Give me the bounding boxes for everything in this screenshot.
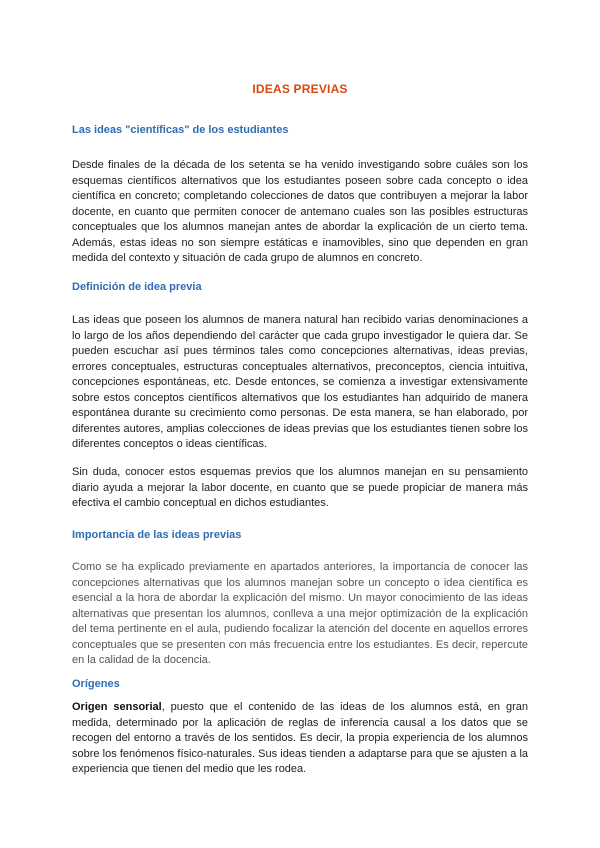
section-heading-importancia: Importancia de las ideas previas: [72, 529, 242, 541]
page-title: IDEAS PREVIAS: [252, 82, 348, 96]
origen-sensorial-text: , puesto que el contenido de las ideas de los alumnos está, en gran medida, determinado por la aplicación de reglas de inferencia causal a los datos que se recogen del entorno a través de los sentidos. Es decir, la propia experiencia de los alumnos sobre los fenómenos físico-naturales. Sus ideas tienden a adaptarse para que se ajusten a la experiencia que tienen del medio que les rodea.: [72, 701, 528, 775]
section-heading-ideas-cientificas: Las ideas "científicas" de los estudiantes: [72, 124, 289, 136]
section-heading-definicion: Definición de idea previa: [72, 281, 202, 293]
paragraph-origenes: [72, 700, 528, 778]
paragraph-definicion-1: Las ideas que poseen los alumnos de manera natural han recibido varias denominaciones a lo largo de los años dependiendo del carácter que cada grupo investigador le quiera dar. Se pueden escuchar así pues términos tales como concepciones alternativas, ideas previas, errores conceptuales, estructuras conceptuales alternativos, preconceptos, ciencia intuitiva, concepciones espontáneas, etc. Desde entonces, se comienza a investigar extensivamente sobre estos conceptos científicos alternativos que los estudiantes han adquirido de manera espontánea durante su crecimiento como personas. De esta manera, se han elaborado, por diferentes autores, amplias colecciones de ideas previas que los estudiantes tienen sobre los diferentes conceptos o ideas científicas.: [72, 314, 528, 450]
paragraph-ideas-cientificas: Desde finales de la década de los setenta se ha venido investigando sobre cuáles son los esquemas científicos alternativos que los estudiantes poseen sobre cada concepto o idea científica en concreto; completando colecciones de datos que contribuyen a mejorar la labor docente, en cuanto que permiten conocer de antemano cuales son las posibles estructuras conceptuales que los alumnos manejan antes de abordar la explicación de un cierto tema. Además, estas ideas no son siempre estáticas e inamovibles, sino que dependen en gran medida del contexto y situación de cada grupo de alumnos en concreto.: [72, 159, 528, 264]
origen-sensorial-term: Origen sensorial: [72, 701, 162, 713]
paragraph-importancia: Como se ha explicado previamente en apartados anteriores, la importancia de conocer las concepciones alternativas que los alumnos manejan sobre un concepto o idea científica es esencial a la hora de abordar la explicación del mismo. Un mayor conocimiento de las ideas alternativas que presentan los alumnos, conlleva a una mejor optimización de la explicación del tema pertinente en el aula, pudiendo focalizar la atención del docente en aquellos errores conceptuales que se presenten con más frecuencia entre los estudiantes. Es decir, repercute en la calidad de la docencia.: [72, 561, 528, 666]
paragraph-definicion-2: Sin duda, conocer estos esquemas previos que los alumnos manejan en su pensamiento diario ayuda a mejorar la labor docente, en cuanto que se puede propiciar de manera más efectiva el cambio conceptual en dichos estudiantes.: [72, 466, 528, 509]
section-heading-origenes: Orígenes: [72, 678, 120, 690]
